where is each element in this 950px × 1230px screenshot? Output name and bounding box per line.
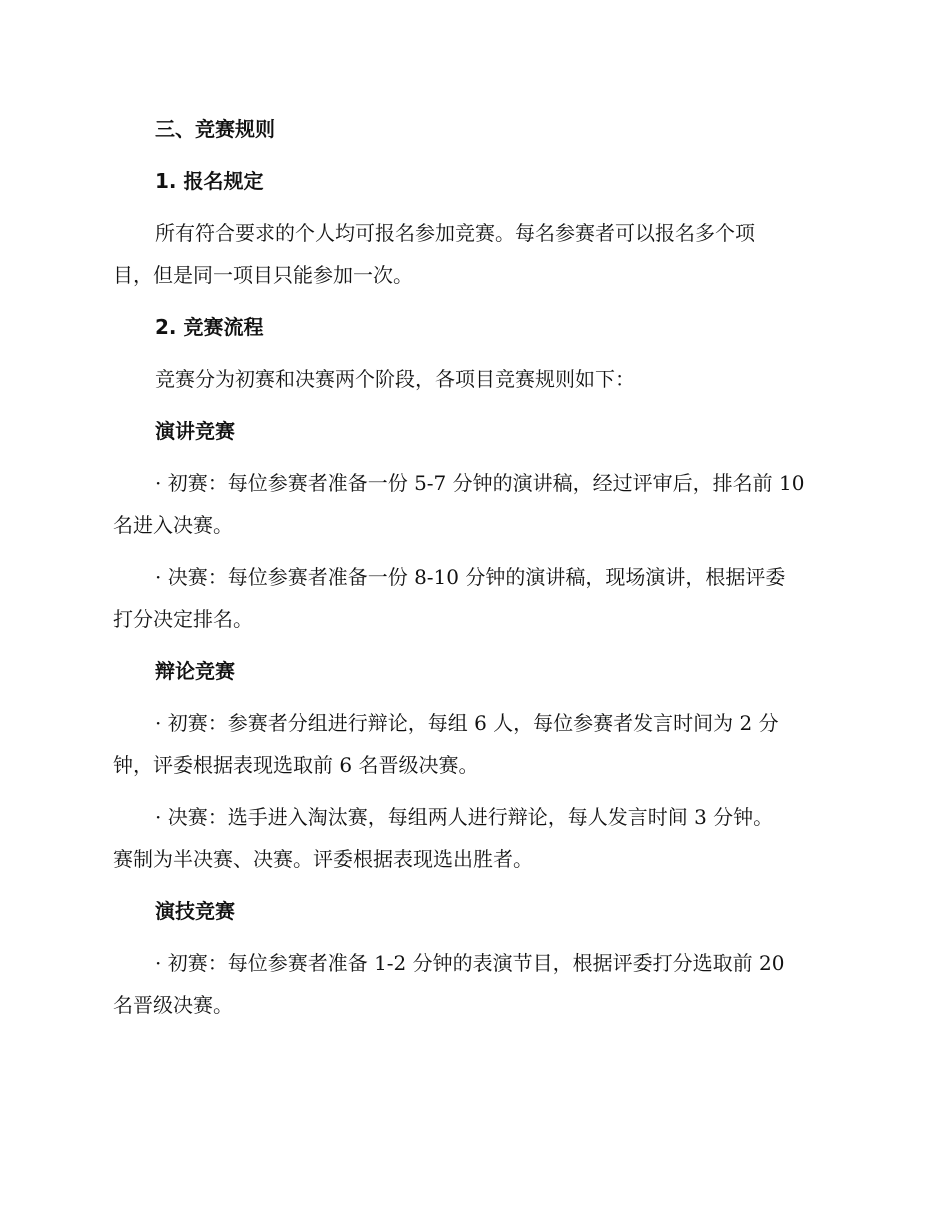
paragraph-line: 赛制为半决赛、决赛。评委根据表现选出胜者。 [113, 847, 533, 871]
paragraph-line: 目，但是同一项目只能参加一次。 [113, 263, 413, 287]
paragraph-line: 打分决定排名。 [113, 607, 253, 631]
debate-prelim-item [113, 702, 838, 786]
acting-title: 演技竞赛 [155, 899, 235, 923]
speech-prelim-item [113, 462, 838, 546]
paragraph-line: 钟，评委根据表现选取前 6 名晋级决赛。 [113, 753, 479, 777]
paragraph-line: 名晋级决赛。 [113, 993, 233, 1017]
subsection-title-process: 2. 竞赛流程 [155, 315, 264, 339]
paragraph-line: · 初赛：每位参赛者准备 1-2 分钟的表演节目，根据评委打分选取前 20 [155, 951, 785, 975]
paragraph-line: · 初赛：参赛者分组进行辩论，每组 6 人，每位参赛者发言时间为 2 分 [155, 711, 779, 735]
paragraph-line: · 决赛：选手进入淘汰赛，每组两人进行辩论，每人发言时间 3 分钟。 [155, 805, 774, 829]
debate-title: 辩论竞赛 [155, 659, 235, 683]
debate-final-item [113, 796, 838, 880]
section-title: 三、竞赛规则 [155, 117, 275, 141]
subsection-title-registration: 1. 报名规定 [155, 169, 264, 193]
document-body [113, 108, 838, 1026]
acting-prelim-item [113, 942, 838, 1026]
paragraph-registration [113, 212, 838, 296]
paragraph-line: · 初赛：每位参赛者准备一份 5-7 分钟的演讲稿，经过评审后，排名前 10 [155, 471, 805, 495]
paragraph-process-intro: 竞赛分为初赛和决赛两个阶段，各项目竞赛规则如下： [155, 367, 635, 391]
paragraph-line: 名进入决赛。 [113, 513, 233, 537]
speech-final-item [113, 556, 838, 640]
paragraph-line: 所有符合要求的个人均可报名参加竞赛。每名参赛者可以报名多个项 [155, 221, 755, 245]
paragraph-line: · 决赛：每位参赛者准备一份 8-10 分钟的演讲稿，现场演讲，根据评委 [155, 565, 786, 589]
speech-title: 演讲竞赛 [155, 419, 235, 443]
